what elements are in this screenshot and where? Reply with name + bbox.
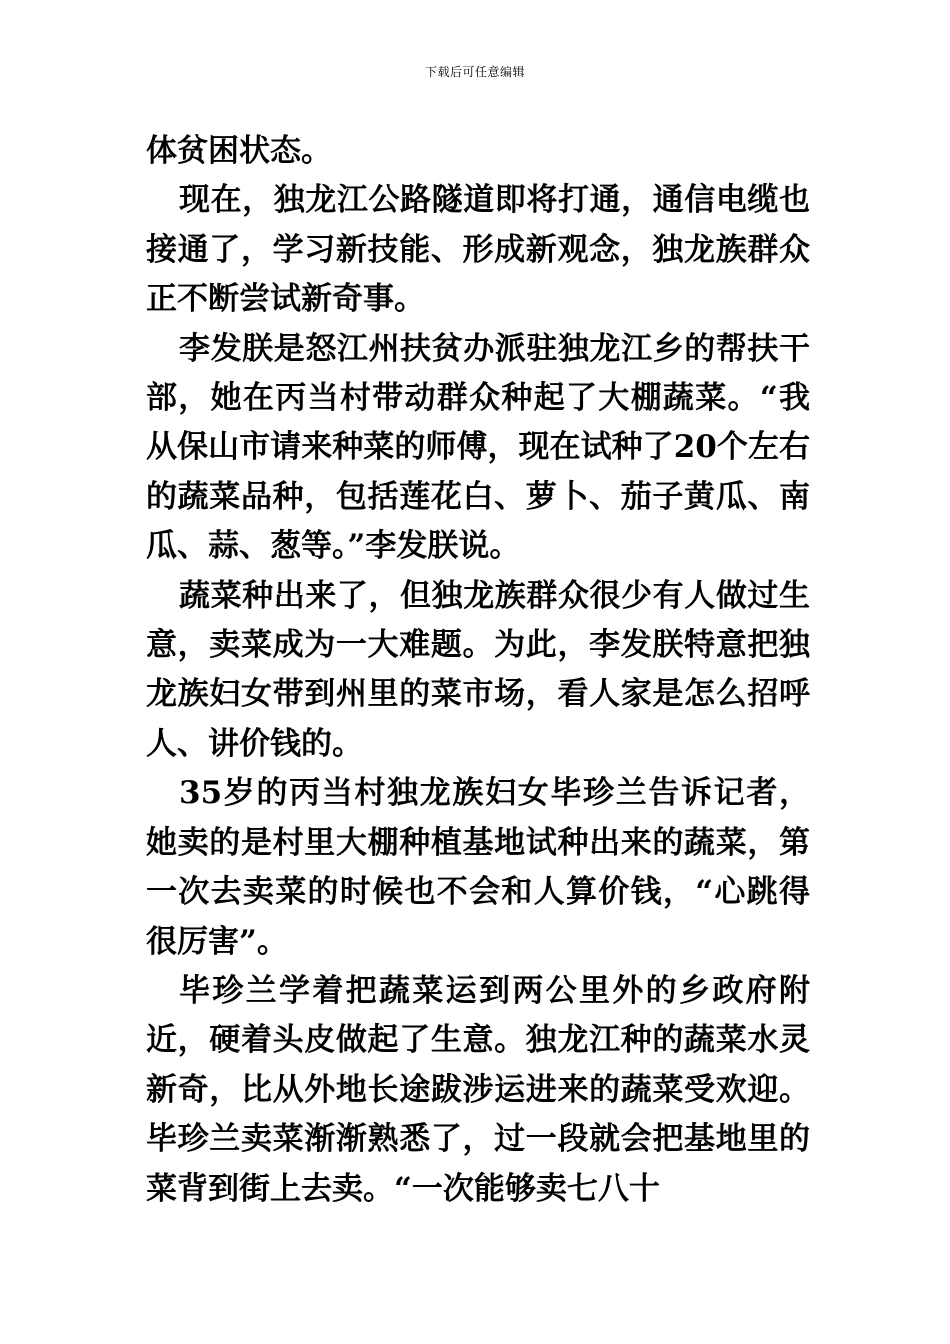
paragraph-2: 现在，独龙江公路隧道即将打通，通信电缆也接通了，学习新技能、形成新观念，独龙族群众正不断尝试新奇事。 (146, 182, 810, 318)
page-header-note: 下载后可任意编辑 (424, 65, 525, 79)
article-body (146, 127, 810, 1214)
paragraph-1: 体贫困状态。 (146, 133, 332, 169)
paragraph-4: 蔬菜种出来了，但独龙族群众很少有人做过生意，卖菜成为一大难题。为此，李发朕特意把独龙族妇女带到州里的菜市场，看人家是怎么招呼人、讲价钱的。 (146, 577, 810, 762)
paragraph-6: 毕珍兰学着把蔬菜运到两公里外的乡政府附近，硬着头皮做起了生意。独龙江种的蔬菜水灵新奇，比从外地长途跋涉运进来的蔬菜受欢迎。毕珍兰卖菜渐渐熟悉了，过一段就会把基地里的菜背到街上去卖。“一次能够卖七八十 (146, 972, 810, 1207)
paragraph-3: 李发朕是怒江州扶贫办派驻独龙江乡的帮扶干部，她在丙当村带动群众种起了大棚蔬菜。“我从保山市请来种菜的师傅，现在试种了20个左右的蔬菜品种，包括莲花白、萝卜、茄子黄瓜、南瓜、蒜、葱等。”李发朕说。 (146, 330, 810, 565)
paragraph-5: 35岁的丙当村独龙族妇女毕珍兰告诉记者，她卖的是村里大棚种植基地试种出来的蔬菜，第一次去卖菜的时候也不会和人算价钱，“心跳得很厉害”。 (146, 775, 810, 960)
